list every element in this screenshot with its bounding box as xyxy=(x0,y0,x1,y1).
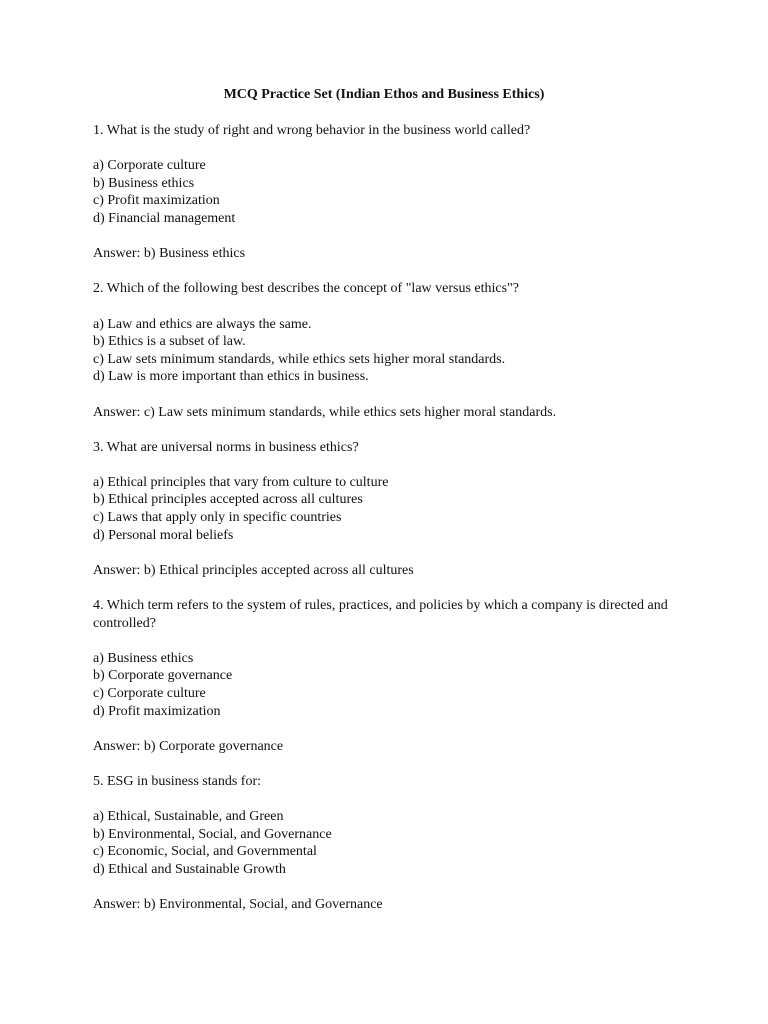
option-d: d) Ethical and Sustainable Growth xyxy=(93,861,286,877)
question-text: 4. Which term refers to the system of rules, practices, and policies by which a company is directed and controlled? xyxy=(93,598,668,631)
option-a: a) Law and ethics are always the same. xyxy=(93,316,312,332)
answer-text: Answer: b) Environmental, Social, and Governance xyxy=(93,897,383,913)
question-text: 5. ESG in business stands for: xyxy=(93,773,261,789)
option-d: d) Profit maximization xyxy=(93,703,221,719)
option-c: c) Law sets minimum standards, while ethics sets higher moral standards. xyxy=(93,351,506,367)
option-list xyxy=(93,316,683,386)
option-c: c) Economic, Social, and Governmental xyxy=(93,844,317,860)
question-text: 3. What are universal norms in business ethics? xyxy=(93,439,359,455)
option-a: a) Business ethics xyxy=(93,650,194,666)
option-list xyxy=(93,474,683,544)
option-b: b) Environmental, Social, and Governance xyxy=(93,826,332,842)
option-a: a) Ethical, Sustainable, and Green xyxy=(93,809,284,825)
option-a: a) Corporate culture xyxy=(93,158,206,174)
question-list xyxy=(93,122,683,931)
question-4 xyxy=(93,597,683,755)
option-b: b) Business ethics xyxy=(93,175,195,191)
question-3 xyxy=(93,439,683,580)
document-title: MCQ Practice Set (Indian Ethos and Business Ethics) xyxy=(223,87,545,102)
option-c: c) Laws that apply only in specific countries xyxy=(93,510,342,526)
option-b: b) Ethics is a subset of law. xyxy=(93,334,246,350)
question-1 xyxy=(93,122,683,263)
option-d: d) Law is more important than ethics in business. xyxy=(93,369,369,385)
option-a: a) Ethical principles that vary from culture to culture xyxy=(93,474,389,490)
question-text: 2. Which of the following best describes the concept of "law versus ethics"? xyxy=(93,281,519,297)
answer-text: Answer: b) Ethical principles accepted across all cultures xyxy=(93,562,414,578)
answer-text: Answer: b) Corporate governance xyxy=(93,738,284,754)
option-list xyxy=(93,157,683,227)
question-text: 1. What is the study of right and wrong behavior in the business world called? xyxy=(93,123,531,138)
option-d: d) Financial management xyxy=(93,210,236,226)
option-d: d) Personal moral beliefs xyxy=(93,527,234,543)
option-c: c) Profit maximization xyxy=(93,193,220,209)
option-b: b) Ethical principles accepted across all cultures xyxy=(93,492,363,508)
answer-text: Answer: b) Business ethics xyxy=(93,246,246,262)
option-c: c) Corporate culture xyxy=(93,686,206,701)
option-list xyxy=(93,808,683,878)
question-2 xyxy=(93,280,683,421)
option-b: b) Corporate governance xyxy=(93,668,233,684)
answer-text: Answer: c) Law sets minimum standards, while ethics sets higher moral standards. xyxy=(93,404,557,420)
option-list xyxy=(93,650,683,720)
question-5 xyxy=(93,773,683,914)
